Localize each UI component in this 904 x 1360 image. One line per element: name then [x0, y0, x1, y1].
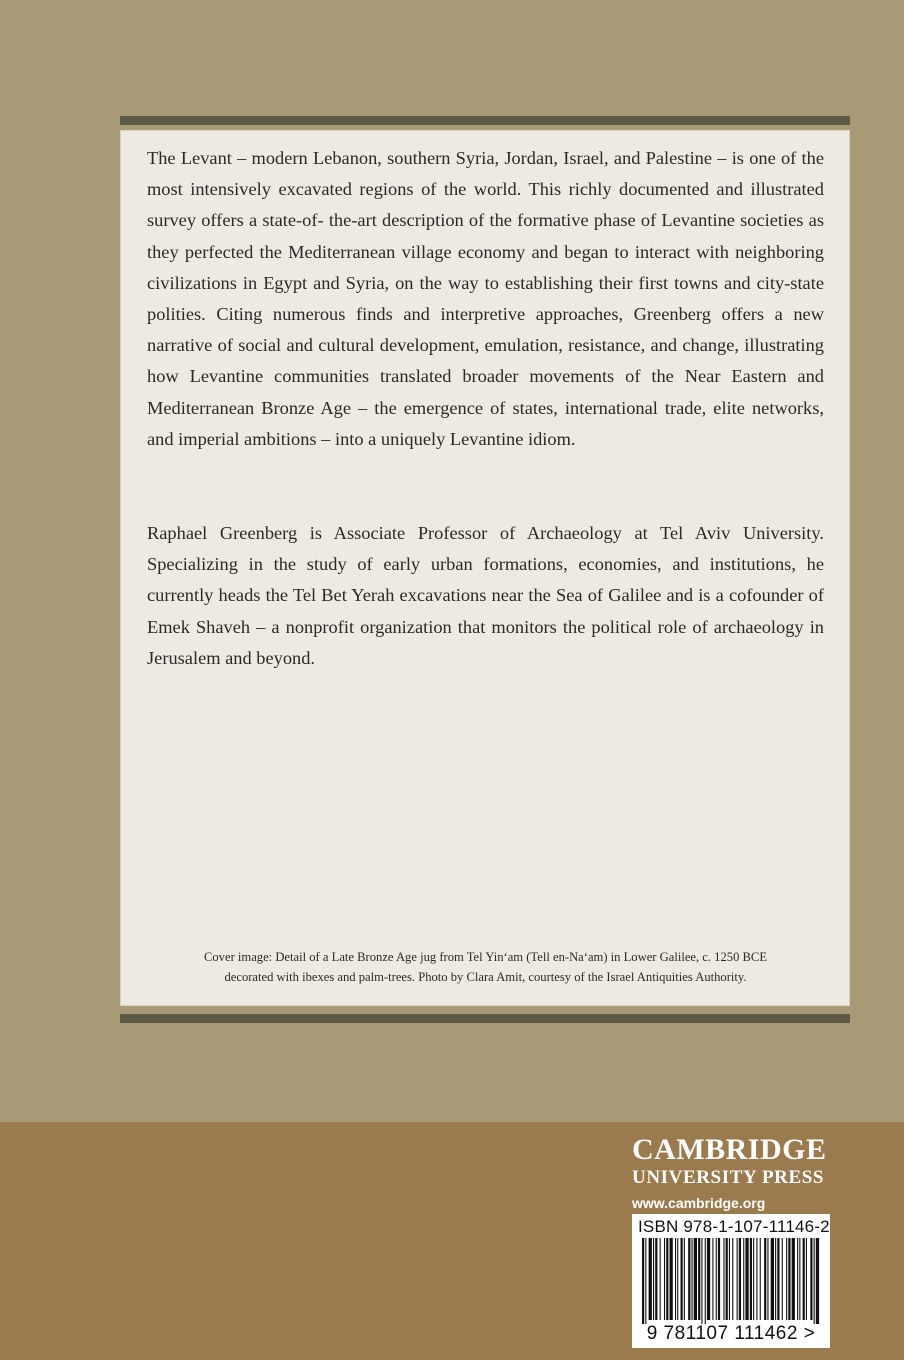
barcode-bar	[677, 1238, 678, 1320]
barcode-bar	[649, 1238, 652, 1320]
barcode-bar	[642, 1238, 644, 1324]
barcode-bar	[782, 1238, 783, 1320]
barcode-bar	[777, 1238, 779, 1320]
barcode-icon	[632, 1238, 830, 1324]
barcode-bar	[737, 1238, 738, 1320]
cover-credit-line-1: Cover image: Detail of a Late Bronze Age jug from Tel Yin‘am (Tell en-Na‘am) in Lower Galilee, c. 1250 BCE	[203, 950, 768, 964]
barcode-bar	[718, 1238, 720, 1320]
barcode-bar	[698, 1238, 700, 1320]
barcode-bar	[816, 1238, 819, 1324]
barcode-bar	[716, 1238, 717, 1320]
publisher-logo	[632, 1134, 832, 1214]
publisher-name: CAMBRIDGE	[632, 1133, 827, 1166]
book-description-paragraph: The Levant – modern Lebanon, southern Syria, Jordan, Israel, and Palestine – is one of the most intensively excavated regions of the world. This richly documented and illustrated survey offers a state-of- the-art description of the formative phase of Levantine societies as they perfected the Mediterranean village economy and began to interact with neighboring civilizations in Egypt and Syria, on the way to establishing their first towns and city-state polities. Citing numerous finds and interpretive approaches, Greenberg offers a new narrative of social and cultural development, emulation, resistance, and change, illustrating how Levantine communities translated broader movements of the Near Eastern and Mediterranean Bronze Age – the emergence of states, international trade, elite networks, and imperial ambitions – into a uniquely Levantine idiom.	[147, 148, 824, 449]
barcode-bar	[670, 1238, 673, 1320]
barcode-bar	[771, 1238, 774, 1320]
barcode-bar	[723, 1238, 724, 1320]
barcode-bar	[729, 1238, 730, 1320]
author-bio-paragraph: Raphael Greenberg is Associate Professor of Archaeology at Tel Aviv University. Specializing in the study of early urban formations, economies, and institutions, he currently heads the Tel Bet Yerah excavations near the Sea of Galilee and is a cofounder of Emek Shaveh – a nonprofit organization that monitors the political role of archaeology in Jerusalem and beyond.	[147, 523, 824, 668]
barcode-bar	[712, 1238, 713, 1320]
barcode-bar	[753, 1238, 754, 1320]
barcode-block	[632, 1214, 830, 1348]
top-accent-bar	[120, 116, 850, 125]
barcode-bar	[756, 1238, 757, 1320]
barcode-bar	[775, 1238, 776, 1320]
barcode-bar	[692, 1238, 693, 1320]
barcode-bar	[799, 1238, 800, 1320]
barcode-bar	[792, 1238, 795, 1320]
barcode-bar	[760, 1238, 761, 1320]
barcode-bar	[767, 1238, 768, 1320]
barcode-bar	[743, 1238, 744, 1320]
isbn-label: ISBN 978-1-107-11146-2	[638, 1217, 830, 1236]
barcode-bar	[664, 1238, 665, 1320]
barcode-bar	[701, 1238, 702, 1324]
barcode-digits: 9 781107 111462 >	[646, 1323, 816, 1344]
cover-credit-line-2: decorated with ibexes and palm-trees. Photo by Clara Amit, courtesy of the Israel Antiquities Authority.	[224, 970, 747, 984]
barcode-bar	[694, 1238, 697, 1320]
barcode-bar	[797, 1238, 798, 1320]
barcode-bar	[810, 1238, 812, 1320]
cover-image-credit	[147, 947, 824, 987]
barcode-bar	[653, 1238, 654, 1320]
publisher-url: www.cambridge.org	[632, 1195, 766, 1211]
barcode-bar	[726, 1238, 728, 1320]
publisher-subtitle: UNIVERSITY PRESS	[632, 1167, 825, 1188]
barcode-bar	[707, 1238, 710, 1320]
barcode-bar	[764, 1238, 766, 1320]
barcode-bar	[788, 1238, 790, 1320]
barcode-bar	[803, 1238, 805, 1320]
barcode-bar	[750, 1238, 752, 1320]
barcode-bar	[666, 1238, 668, 1320]
barcode-bar	[786, 1238, 787, 1320]
barcode-bar	[645, 1238, 646, 1324]
barcode-bar	[684, 1238, 685, 1320]
bottom-accent-bar	[120, 1014, 850, 1023]
description-panel	[120, 130, 850, 1006]
barcode-bar	[745, 1238, 748, 1320]
barcode-bar	[681, 1238, 683, 1320]
barcode-bar	[705, 1238, 706, 1324]
barcode-bar	[814, 1238, 815, 1324]
barcode-bar	[688, 1238, 690, 1320]
barcode-bar	[739, 1238, 741, 1320]
barcode-bar	[806, 1238, 807, 1320]
barcode-bar	[660, 1238, 661, 1320]
barcode-bar	[655, 1238, 657, 1320]
barcode-bar	[675, 1238, 676, 1320]
barcode-bar	[732, 1238, 733, 1320]
